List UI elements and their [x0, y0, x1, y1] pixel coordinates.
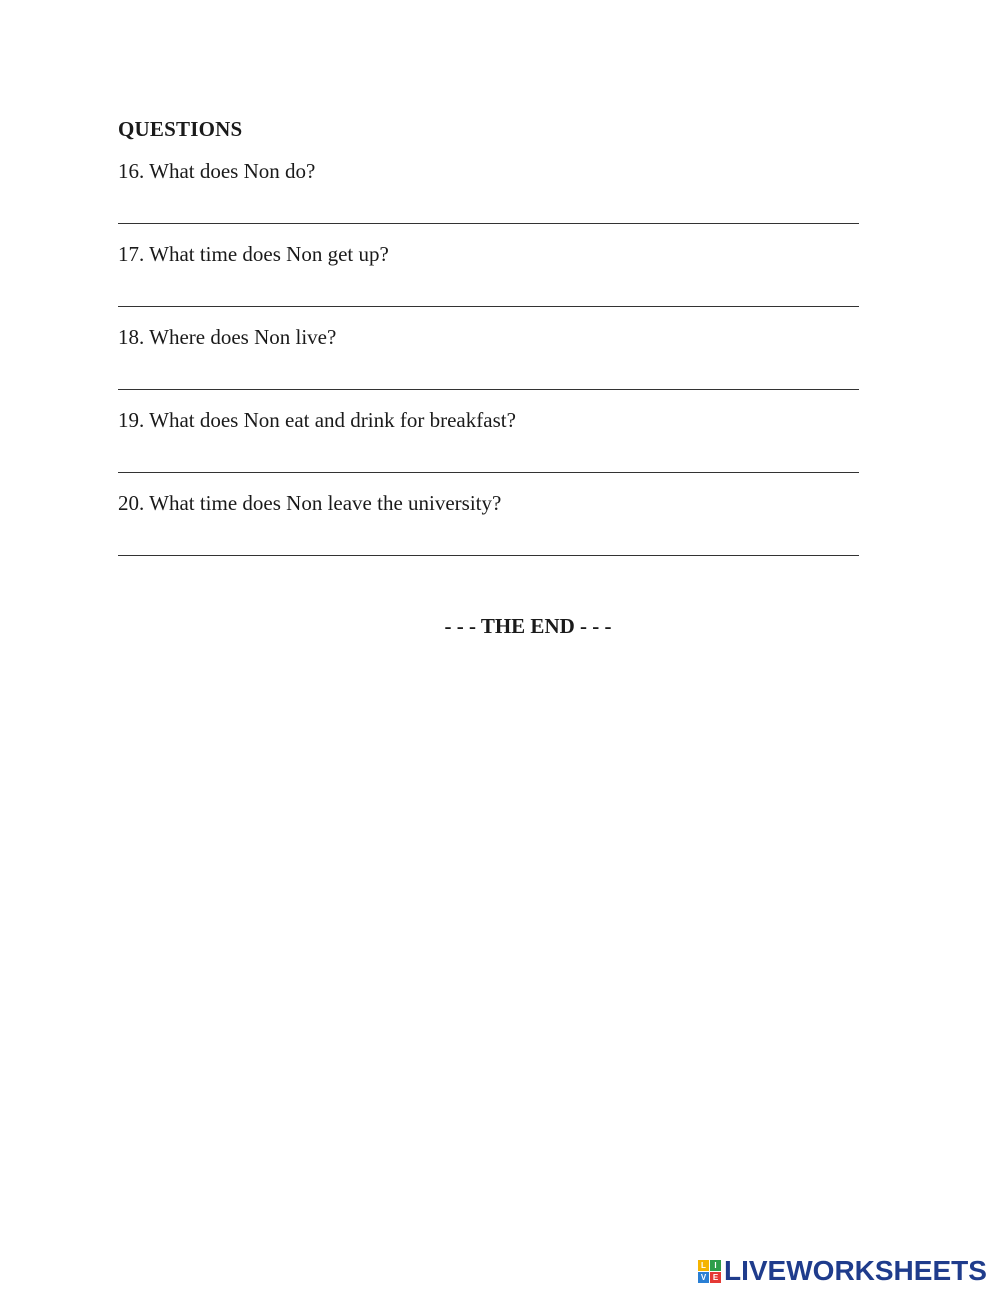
liveworksheets-wordmark: LIVEWORKSHEETS: [724, 1255, 987, 1286]
answer-line-19[interactable]: [118, 472, 859, 473]
question-19: 19. What does Non eat and drink for breakfast?: [118, 408, 516, 432]
the-end-text: - - - THE END - - -: [444, 614, 612, 638]
answer-line-20[interactable]: [118, 555, 859, 556]
logo-letter-l: L: [698, 1260, 709, 1271]
answer-line-16[interactable]: [118, 223, 859, 224]
question-16: 16. What does Non do?: [118, 159, 316, 183]
question-17: 17. What time does Non get up?: [118, 242, 389, 266]
logo-letter-e: E: [710, 1272, 721, 1283]
liveworksheets-logo-icon: [698, 1260, 721, 1283]
liveworksheets-branding[interactable]: [698, 1256, 987, 1286]
logo-letter-v: V: [698, 1272, 709, 1283]
answer-line-17[interactable]: [118, 306, 859, 307]
logo-letter-i: I: [710, 1260, 721, 1271]
answer-line-18[interactable]: [118, 389, 859, 390]
question-20: 20. What time does Non leave the university?: [118, 491, 502, 515]
question-18: 18. Where does Non live?: [118, 325, 337, 349]
questions-heading: QUESTIONS: [118, 117, 243, 141]
